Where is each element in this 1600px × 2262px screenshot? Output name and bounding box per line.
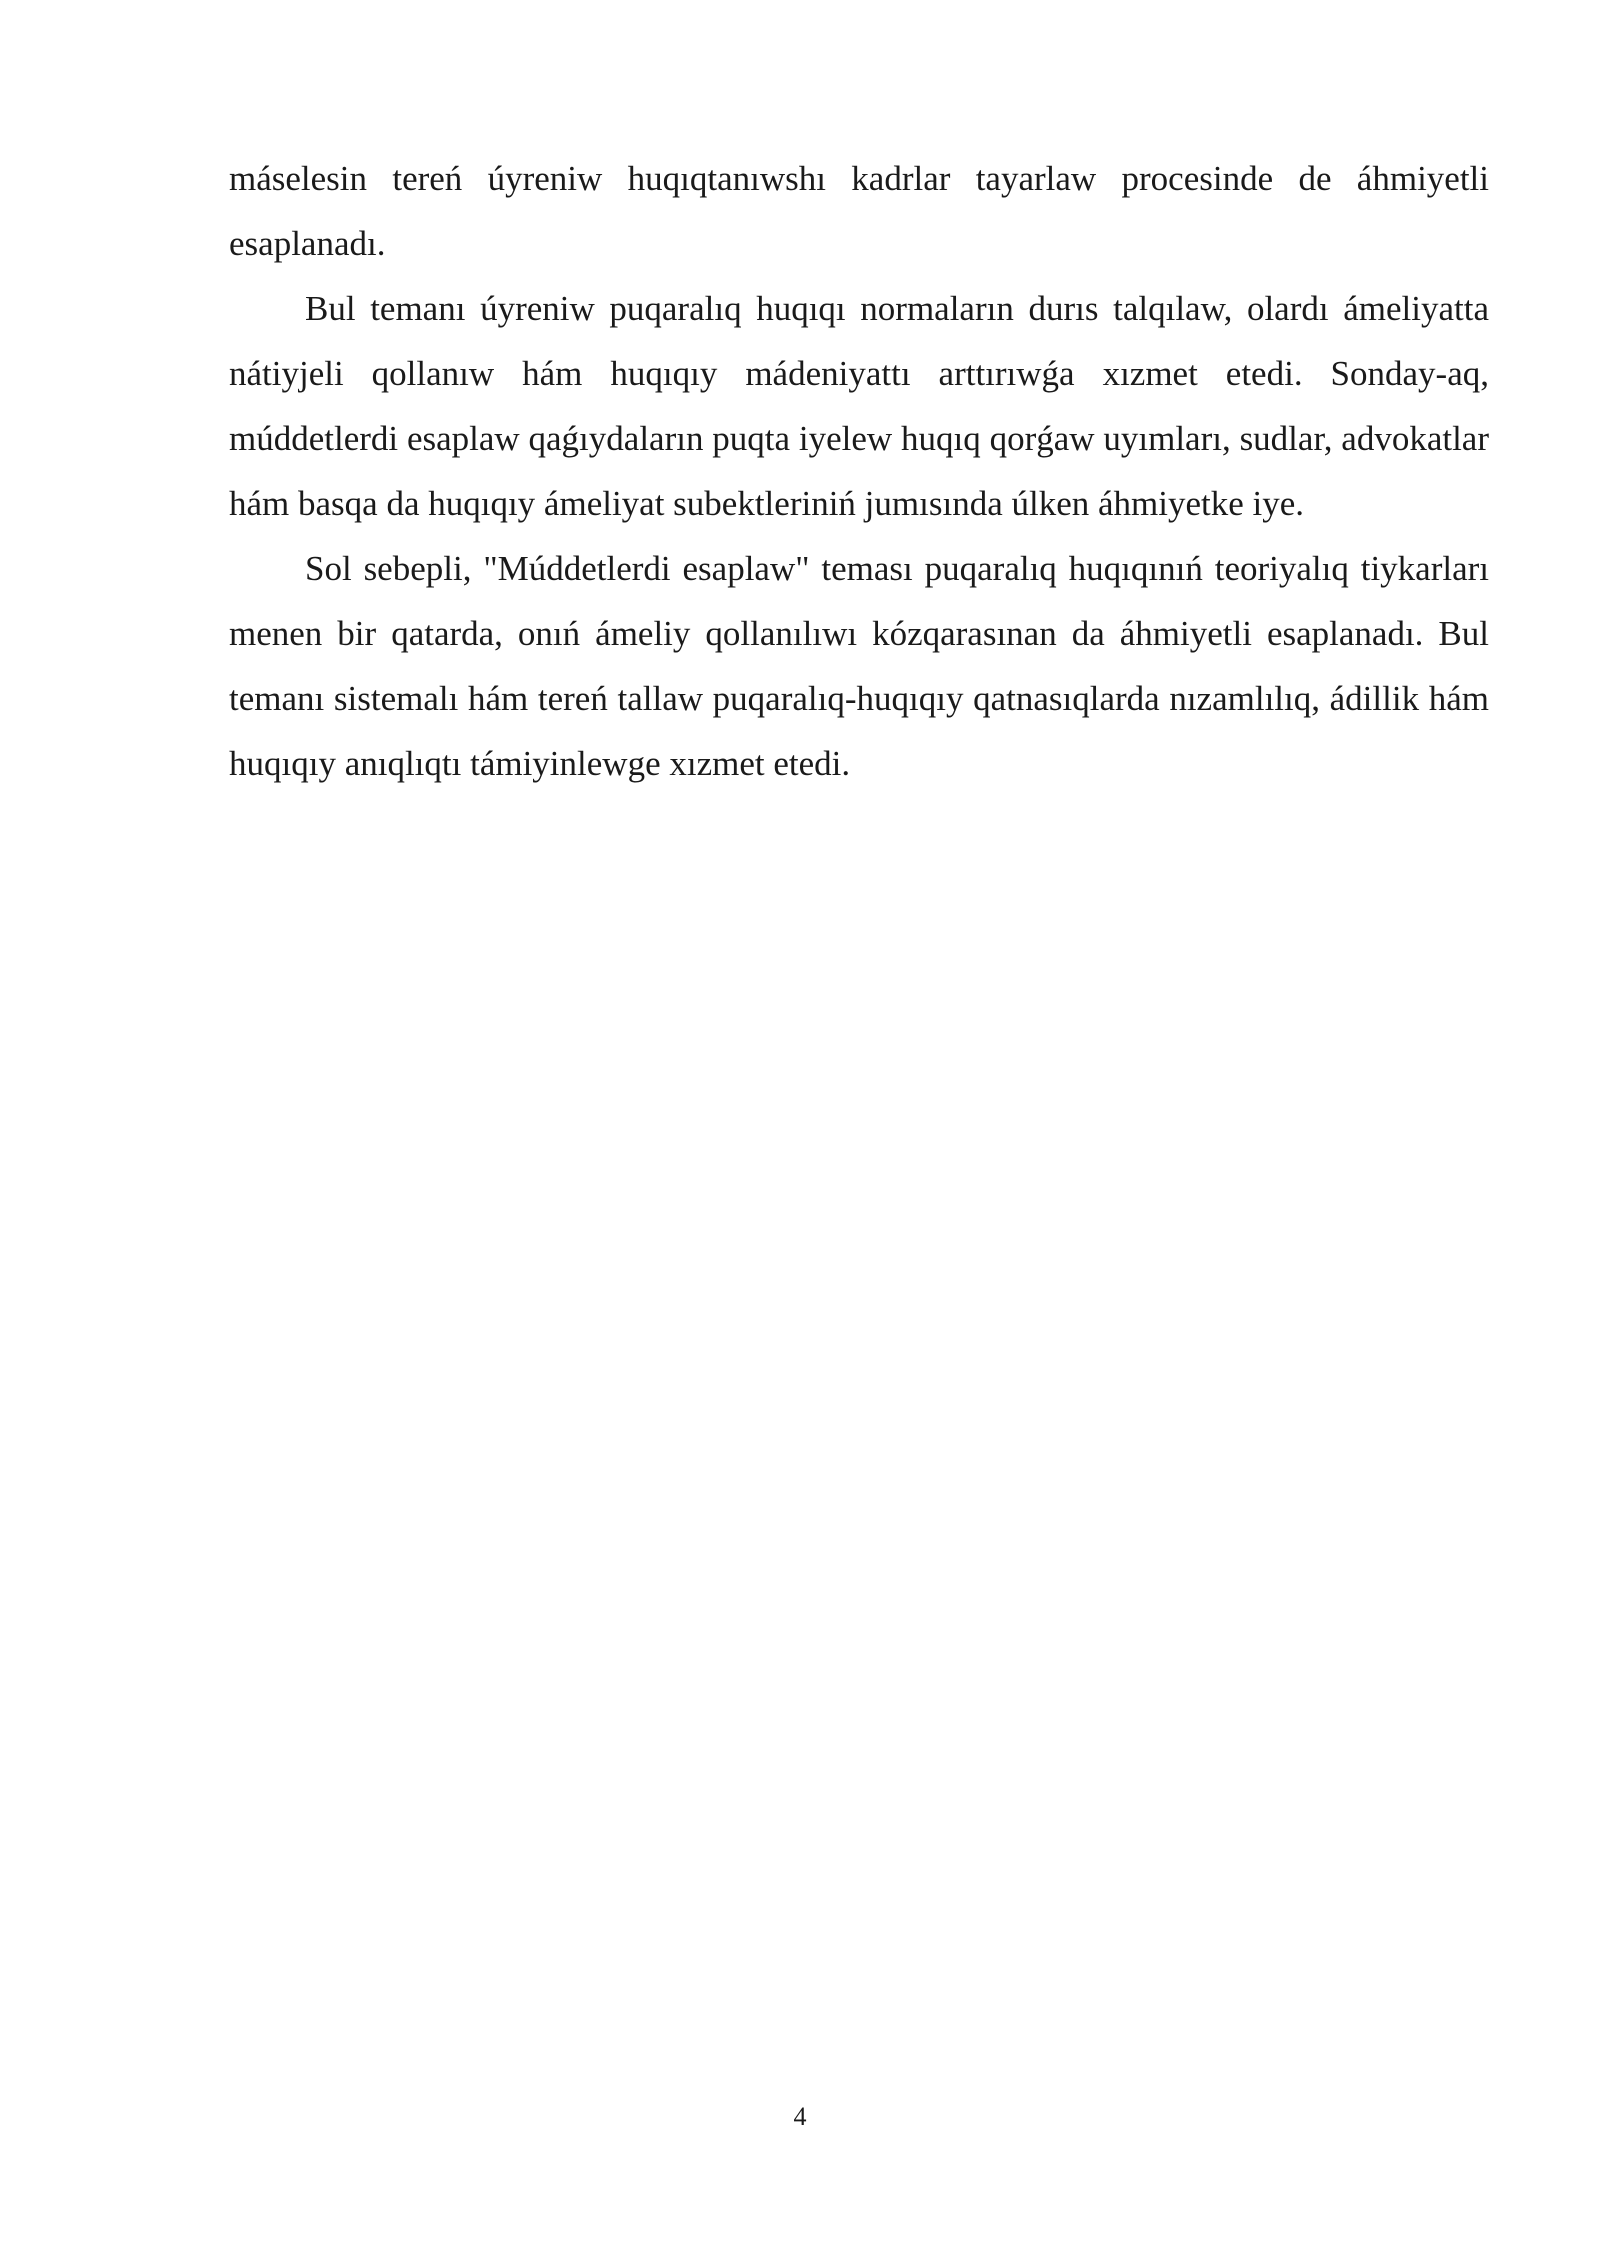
paragraph: Bul temanı úyreniw puqaralıq huqıqı normaların durıs talqılaw, olardı ámeliyatta nátiyjeli qollanıw hám huqıqıy mádeniyattı arttırıwǵa xızmet etedi. Sonday-aq, múddetlerdi esaplaw qaǵıydaların puqta iyelew huqıq qorǵaw uyımları, sudlar, advokatlar hám basqa da huqıqıy ámeliyat subektleriniń jumısında úlken áhmiyetke iye. — [229, 289, 1489, 523]
body-text — [229, 146, 1489, 796]
paragraph: Sol sebepli, "Múddetlerdi esaplaw" teması puqaralıq huqıqınıń teoriyalıq tiykarları menen bir qatarda, onıń ámeliy qollanılıwı kózqarasınan da áhmiyetli esaplanadı. Bul temanı sistemalı hám tereń tallaw puqaralıq-huqıqıy qatnasıqlarda nızamlılıq, ádillik hám huqıqıy anıqlıqtı támiyinlewge xızmet etedi. — [229, 549, 1489, 783]
page-number: 4 — [793, 2102, 807, 2131]
paragraph-continued: máselesin tereń úyreniw huqıqtanıwshı kadrlar tayarlaw procesinde de áhmiyetli esaplanadı. — [229, 159, 1489, 263]
